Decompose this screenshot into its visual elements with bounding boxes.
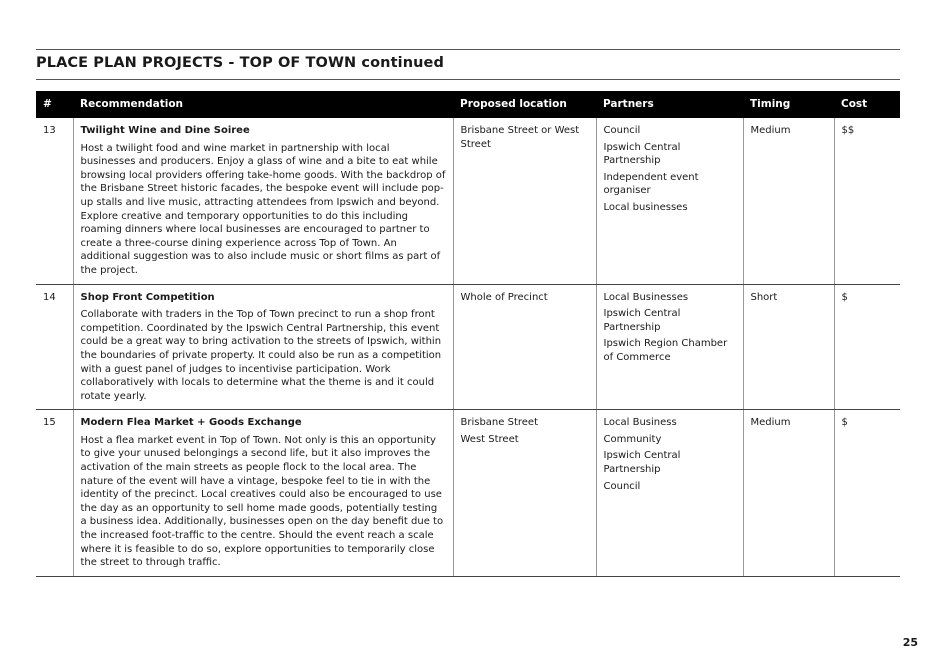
partner-item: Council <box>603 125 641 136</box>
recommendation-cell <box>73 410 453 577</box>
location-cell <box>453 118 596 284</box>
column-header-number: # <box>36 91 73 118</box>
recommendation-title: Twilight Wine and Dine Soiree <box>80 125 250 136</box>
partner-item: Local Businesses <box>603 291 689 303</box>
recommendation-title: Shop Front Competition <box>80 291 215 303</box>
partner-item: Community <box>603 433 662 445</box>
projects-table <box>36 91 900 577</box>
partners-cell <box>596 284 743 410</box>
recommendation-description: Collaborate with traders in the Top of Town precinct to run a shop front competition. Coordinated by the Ipswich Central Partnership, this event could be a great way to bring activation to the streets of Ipswich, within the boundaries of private property. It could also be run as a competition with a guest panel of judges to incentivise participation. Work collaboratively with locals to determine what the theme is and it could rotate yearly. <box>80 309 442 402</box>
timing-cell: Medium <box>743 410 834 577</box>
recommendation-title: Modern Flea Market + Goods Exchange <box>80 417 302 429</box>
title-bottom-rule <box>36 79 900 80</box>
cost-cell: $ <box>834 410 900 577</box>
location-item: Brisbane Street or West Street <box>460 125 580 150</box>
table-row <box>36 118 900 284</box>
partners-cell <box>596 118 743 284</box>
partner-item: Council <box>603 480 641 492</box>
table-row <box>36 284 900 410</box>
row-number: 15 <box>36 410 73 577</box>
column-header-cost: Cost <box>834 91 900 118</box>
partner-item: Independent event organiser <box>603 171 699 197</box>
column-header-timing: Timing <box>743 91 834 118</box>
page-title: PLACE PLAN PROJECTS - TOP OF TOWN continued <box>36 55 444 71</box>
page-number: 25 <box>902 636 918 649</box>
location-item: Whole of Precinct <box>460 291 548 303</box>
location-cell <box>453 410 596 577</box>
recommendation-cell <box>73 284 453 410</box>
row-number: 13 <box>36 118 73 284</box>
column-header-proposed-location: Proposed location <box>453 91 596 118</box>
partner-item: Local businesses <box>603 201 688 213</box>
location-item: Brisbane Street <box>460 417 538 429</box>
partner-item: Ipswich Central Partnership <box>603 450 681 476</box>
recommendation-description: Host a flea market event in Top of Town. Not only is this an opportunity to give your unused belongings a second life, but it also improves the activation of the main streets as people flock to the local area. The nature of the event will have a vintage, bespoke feel to tie in with the identity of the precinct. Local creatives could also be encouraged to use the day as an opportunity to sell home made goods, potentially testing a business idea. Additionally, businesses open on the day benefit due to the increased foot-traffic to the centre. Should the event reach a scale where it is feasible to do so, explore opportunities to temporarily close the street to through traffic. <box>80 434 444 569</box>
partners-cell <box>596 410 743 577</box>
partner-item: Ipswich Central Partnership <box>603 141 681 167</box>
recommendation-cell <box>73 118 453 284</box>
partner-item: Ipswich Central Partnership <box>603 308 681 333</box>
timing-cell: Short <box>743 284 834 410</box>
partner-item: Local Business <box>603 417 677 429</box>
recommendation-description: Host a twilight food and wine market in partnership with local businesses and producers. Enjoy a glass of wine and a bite to eat while browsing local providers offering take-home goods. With the backdrop of the Brisbane Street historic facades, the bespoke event will include pop-up stalls and live music, attracting attendees from Ipswich and beyond. Explore creative and temporary opportunities to do this including roaming dinners where local businesses are encouraged to partner to create a three-course dining experience across Top of Town. An additional suggestion was to also include music or short films as part of the project. <box>80 142 446 276</box>
partner-item: Ipswich Region Chamber of Commerce <box>603 338 728 363</box>
column-header-partners: Partners <box>596 91 743 118</box>
table-header-row <box>36 91 900 118</box>
location-cell <box>453 284 596 410</box>
location-item: West Street <box>460 433 519 445</box>
table-row <box>36 410 900 577</box>
timing-cell: Medium <box>743 118 834 284</box>
title-top-rule <box>36 49 900 50</box>
cost-cell: $$ <box>834 118 900 284</box>
cost-cell: $ <box>834 284 900 410</box>
column-header-recommendation: Recommendation <box>73 91 453 118</box>
row-number: 14 <box>36 284 73 410</box>
